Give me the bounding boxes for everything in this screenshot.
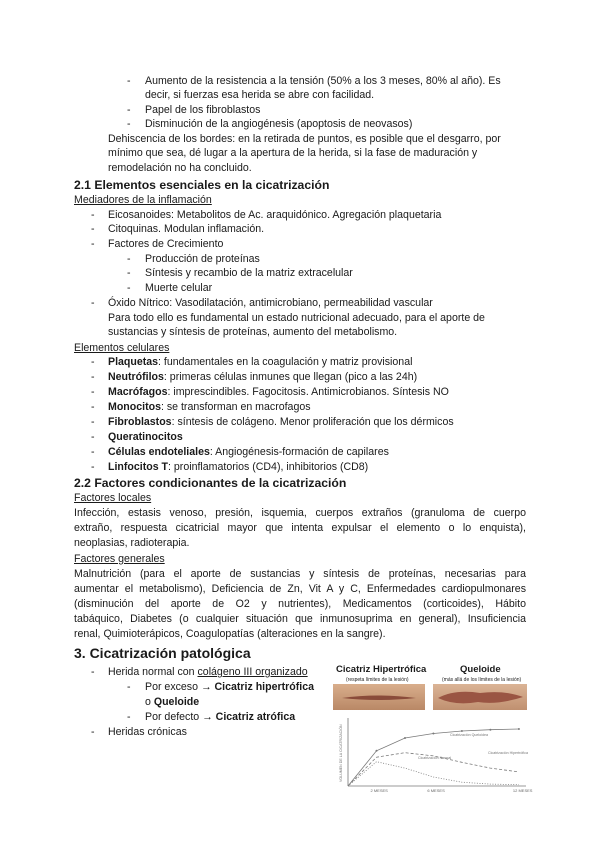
list-item: Fibroblastos: síntesis de colágeno. Menor proliferación que los dérmicos [108,416,454,428]
list-item: Aumento de la resistencia a la tensión (50% a los 3 meses, 80% al año). Es [145,75,501,87]
subsection-title: Mediadores de la inflamación [74,194,212,206]
list-item: Citoquinas. Modulan inflamación. [108,223,265,235]
list-item: Células endoteliales: Angiogénesis-formación de capilares [108,446,389,458]
x-tick-label: 6 MESES [427,788,445,793]
figure-svg [330,662,533,798]
paragraph-line: neoplasias, radioterapia. [74,537,190,549]
bullet-dash: - [91,431,95,443]
list-item: Neutrófilos: primeras células inmunes que llegan (pico a las 24h) [108,371,418,383]
bullet-dash: - [127,282,131,294]
list-item: Herida normal con colágeno III organizado [108,666,308,678]
caption-hipertrofica: Cicatriz Hipertrófica [336,664,427,675]
bullet-dash: - [91,416,95,428]
data-point [518,728,520,730]
list-item: Heridas crónicas [108,726,187,738]
bullet-dash: - [91,461,95,473]
list-item: Por exceso → Cicatriz hipertrófica [145,681,314,693]
paragraph-line: extraño, respuesta cicatricial mayor que intenta expulsar el elemento o lo enquista), [74,522,526,534]
paragraph-line: aumentar el metabolismo), Deficiencia de Zn, Vit A y C, Enfermedades cardiopulmonares [74,583,526,595]
paragraph-line: Dehiscencia de los bordes: en la retirada de puntos, es posible que el desgarro, por [108,133,501,145]
data-point [432,733,434,735]
subsection-title: Factores locales [74,492,152,504]
label-hipertrofica: Cicatrización Hipertrófica [488,751,528,755]
list-item: o Queloide [145,696,200,708]
paragraph-line: remodelación no ha concluido. [108,162,252,174]
list-item: Plaquetas: fundamentales en la coagulación y matriz provisional [108,356,413,368]
caption-queloide: Queloide [460,664,501,675]
bullet-dash: - [91,223,95,235]
label-queloide: Cicatrización Queloidea [450,733,488,737]
scar-figure [330,662,533,798]
bullet-dash: - [127,75,131,87]
list-item: Síntesis y recambio de la matriz extracelular [145,267,353,279]
bullet-dash: - [91,209,95,221]
list-item: Monocitos: se transforman en macrofagos [108,401,311,413]
data-point [489,729,491,731]
section-heading: 2.2 Factores condicionantes de la cicatrización [74,476,347,490]
list-item: Macrófagos: imprescindibles. Fagocitosis. Antimicrobianos. Síntesis NO [108,386,449,398]
list-item: Producción de proteínas [145,253,260,265]
list-item: Eicosanoides: Metabolitos de Ac. araquidónico. Agregación plaquetaria [108,209,442,221]
paragraph-line: renal, Quimioterápicos, Coagulopatías (alteraciones en la sangre). [74,628,386,640]
subsection-title: Elementos celulares [74,342,170,354]
series-line-2 [348,762,519,786]
list-item: decir, si fuerzas esa herida se abre con facilidad. [145,89,375,101]
bullet-dash: - [127,104,131,116]
paragraph-line: sustancias y síntesis de proteínas, aumento del metabolismo. [108,326,398,338]
bullet-dash: - [91,297,95,309]
evolution-chart [338,718,533,793]
paragraph-line: Para todo ello es fundamental un estado nutricional adecuado, para el aporte de [108,312,485,324]
paragraph-line: tabáquico, Diabetes (o cualquier situación que inmunosuprima en general), Insuficiencia [74,613,526,625]
caption-queloide-sub: (más allá de los límites de la lesión) [442,677,522,683]
subsection-title: Factores generales [74,553,165,565]
bullet-dash: - [91,401,95,413]
list-item: Disminución de la angiogénesis (apoptosis de neovasos) [145,118,413,130]
bullet-dash: - [91,238,95,250]
bullet-dash: - [127,711,131,723]
bullet-dash: - [91,666,95,678]
bullet-dash: - [91,386,95,398]
bullet-dash: - [127,267,131,279]
section-heading: 3. Cicatrización patológica [74,645,251,661]
list-item: Queratinocitos [108,431,183,443]
bullet-dash: - [127,681,131,693]
data-point [404,737,406,739]
bullet-dash: - [91,371,95,383]
paragraph-line: mínimo que sea, dé lugar a la apertura de la herida, si la fase de maduración y [108,147,478,159]
paragraph-line: Malnutrición (para el aporte de sustancias y síntesis de proteínas, necesarias para [74,568,526,580]
y-axis-label: VOLUMEN DE LA CICATRIZACIÓN [339,724,343,782]
list-item: Papel de los fibroblastos [145,104,261,116]
section-heading: 2.1 Elementos esenciales en la cicatrización [74,178,330,192]
caption-hipertrofica-sub: (respeta límites de la lesión) [346,677,409,683]
bullet-dash: - [91,446,95,458]
bullet-dash: - [91,356,95,368]
paragraph-line: (disminución del aporte de O2 y nutrientes), Medicamentos (corticoides), Hábito [74,598,526,610]
x-tick-label: 12 MESES [512,788,533,793]
x-tick-label: 2 MESES [370,788,388,793]
bullet-dash: - [127,118,131,130]
bullet-dash: - [91,726,95,738]
bullet-dash: - [127,253,131,265]
list-item: Óxido Nítrico: Vasodilatación, antimicrobiano, permeabilidad vascular [108,297,433,309]
data-point [376,750,378,752]
data-point [461,730,463,732]
list-item: Factores de Crecimiento [108,238,224,250]
paragraph-line: Infección, estasis venoso, presión, isquemia, cuerpos extraños (granuloma de cuerpo [74,507,526,519]
label-normal: Cicatrización Normal [418,756,452,760]
list-item: Linfocitos T: proinflamatorios (CD4), inhibitorios (CD8) [108,461,369,473]
list-item: Por defecto → Cicatriz atrófica [145,711,296,723]
list-item: Muerte celular [145,282,213,294]
